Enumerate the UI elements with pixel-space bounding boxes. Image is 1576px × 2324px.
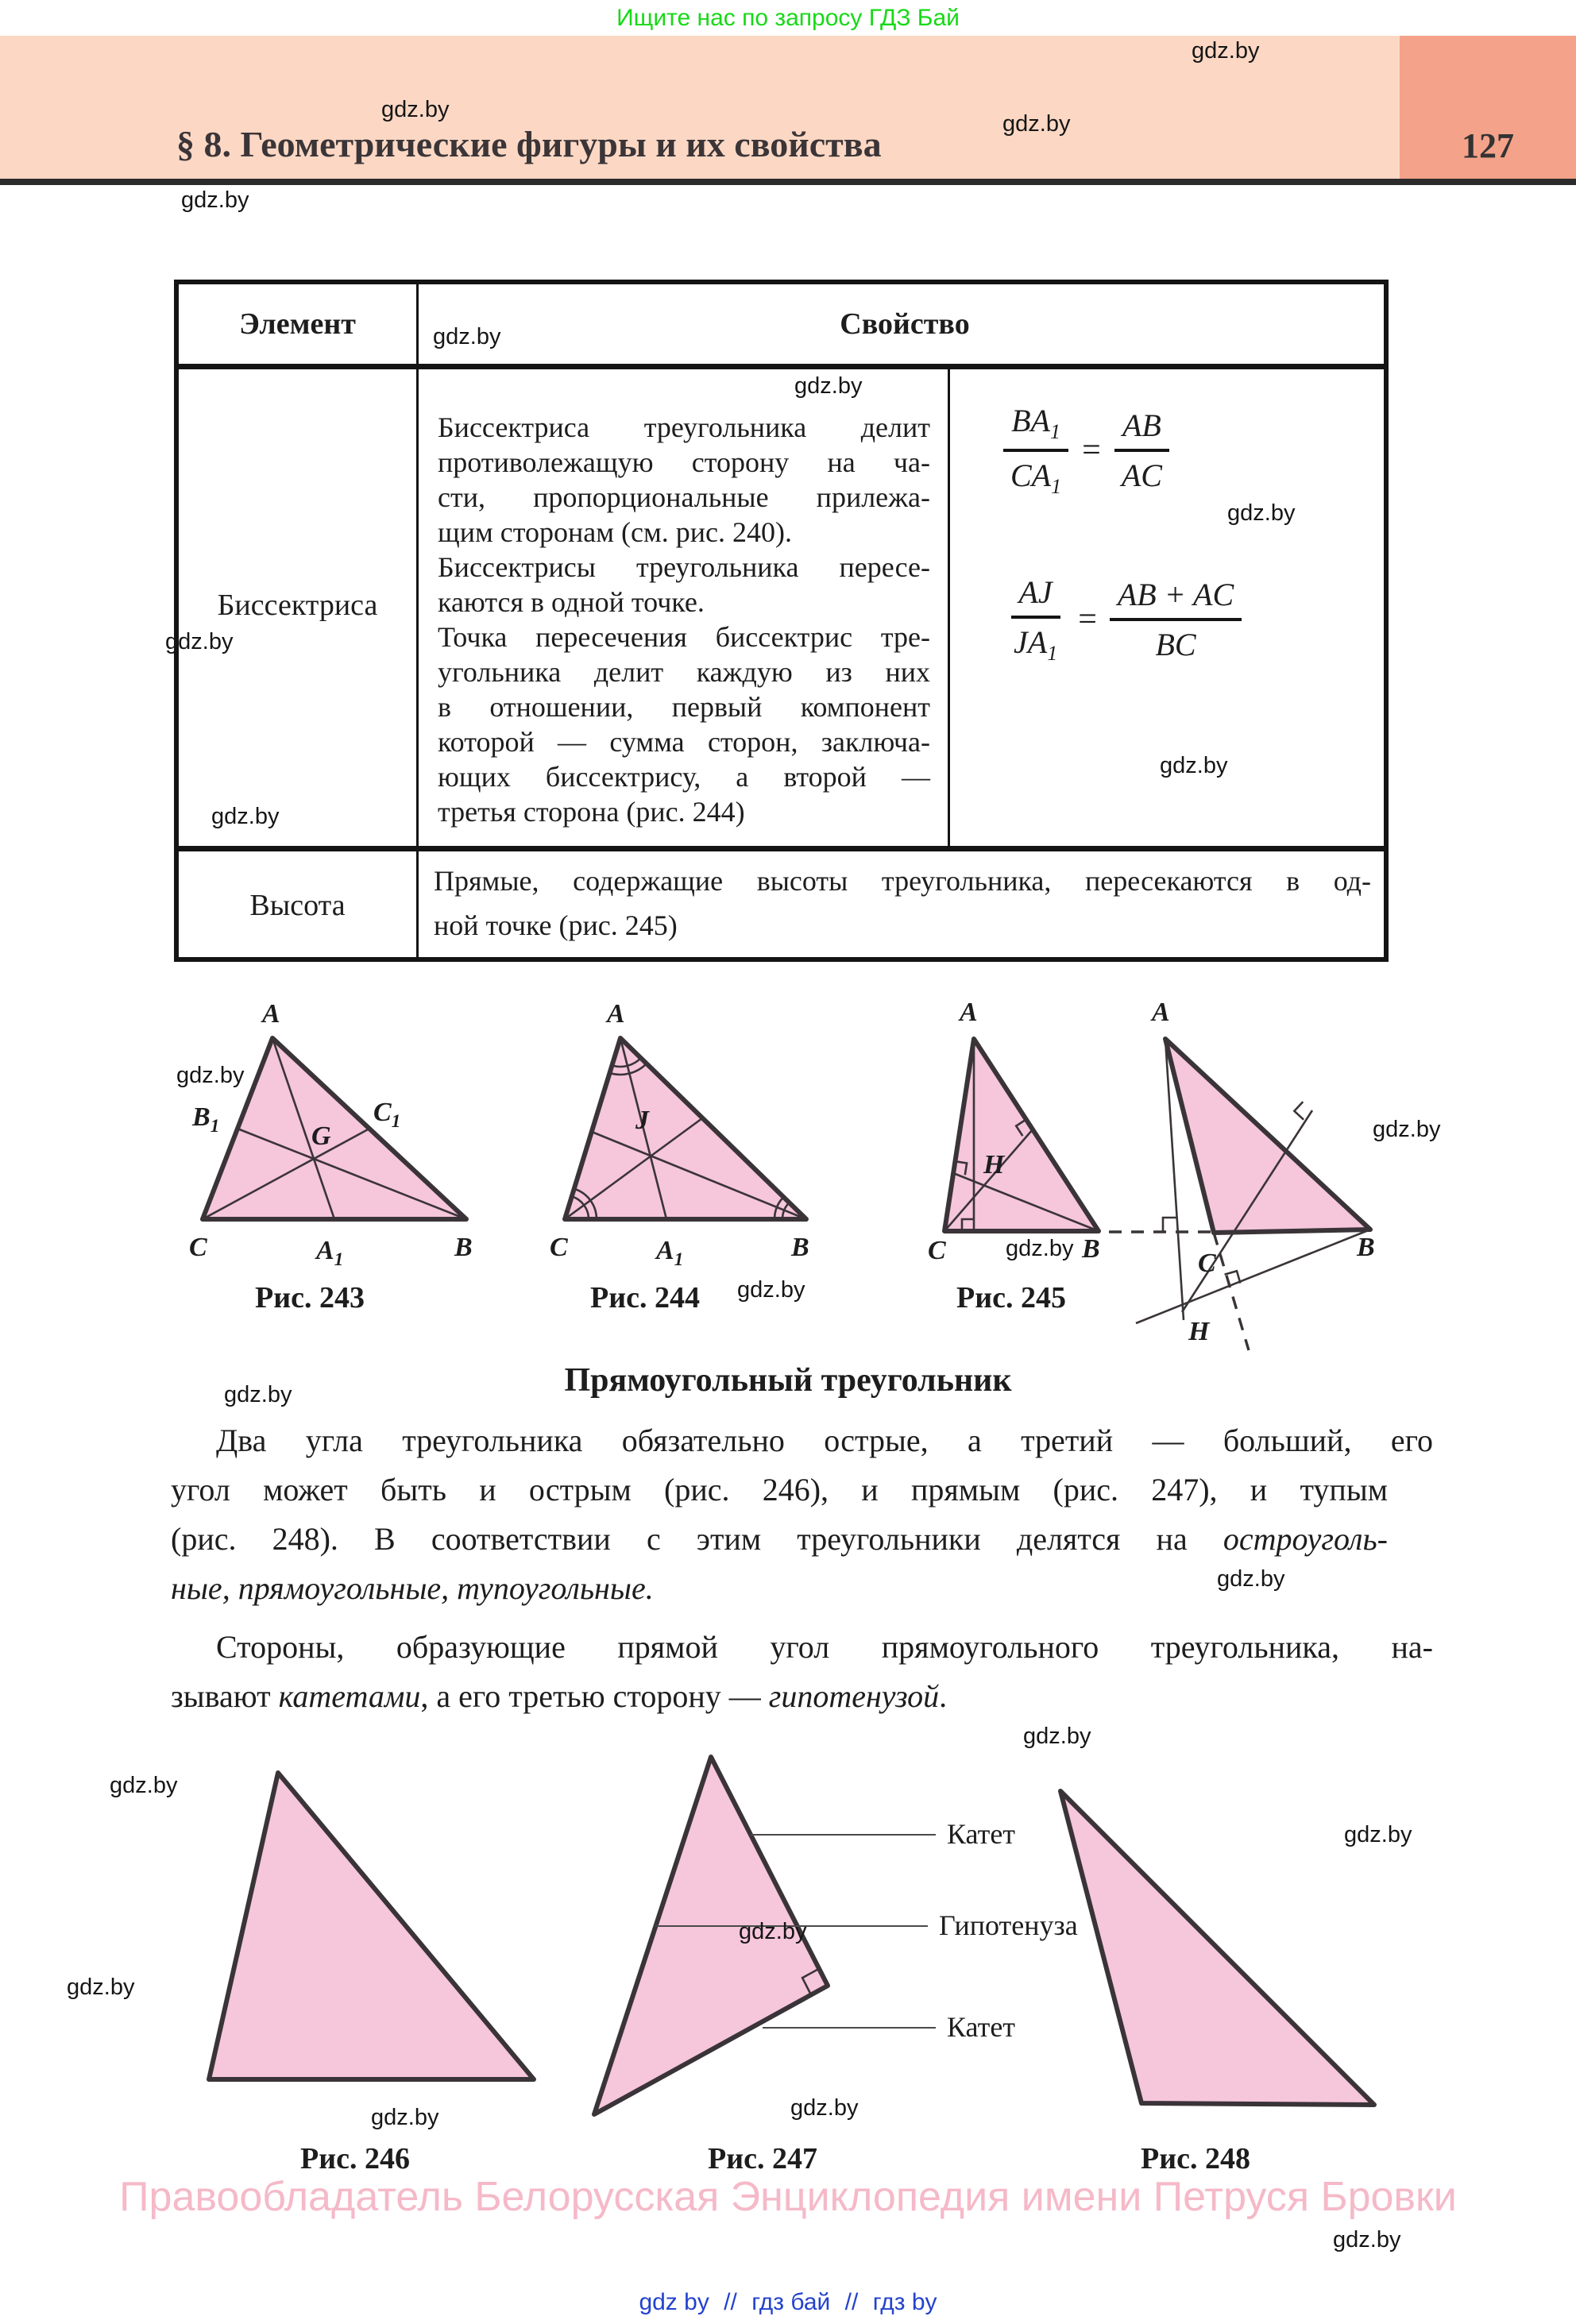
- page-number: 127: [1462, 126, 1514, 165]
- text-line: щим сторонам (см. рис. 240).: [438, 516, 793, 548]
- figure-caption-246: Рис. 246: [300, 2142, 410, 2175]
- watermark: gdz.by: [181, 187, 249, 213]
- footer-link-separator: //: [844, 2289, 859, 2315]
- bisector-formula-1: $\frac{BA_1}{CA_1}$ = $\frac{AB}{AC}$: [1002, 402, 1170, 499]
- column-header-element: Элемент: [239, 307, 356, 341]
- watermark: gdz.by: [794, 373, 863, 399]
- watermark: gdz.by: [1023, 1724, 1091, 1749]
- vertex-label-a: A: [960, 998, 978, 1027]
- row-label-height: Высота: [249, 889, 346, 922]
- fig-246-acute-triangle: [209, 1773, 534, 2079]
- vertex-label-h: H: [983, 1150, 1005, 1179]
- text-line: Биссектриса треугольника делит: [438, 411, 930, 443]
- table-column-divider: [416, 284, 419, 957]
- vertex-label-b: B: [791, 1233, 809, 1262]
- vertex-label-a: A: [1152, 998, 1170, 1027]
- column-header-property: Свойство: [840, 307, 970, 341]
- body-line: зывают катетами, а его третью сторону — гипотенузой.: [171, 1678, 948, 1714]
- bisector-formula-2: $\frac{AJ}{JA_1}$ = $\frac{AB + AC}{BC}$: [1006, 573, 1242, 666]
- vertex-label-b: B: [454, 1233, 473, 1262]
- label-hypotenuse: Гипотенуза: [939, 1909, 1078, 1941]
- vertex-label-a1: $A_1$: [656, 1236, 684, 1269]
- text-line: которой — сумма сторон, заключа-: [438, 726, 930, 758]
- label-leg-bottom: Катет: [947, 2011, 1016, 2043]
- body-line: (рис. 248). В соответствии с этим треугольники делятся на остроуголь-: [171, 1521, 1388, 1557]
- figure-caption-244: Рис. 244: [590, 1281, 700, 1314]
- vertex-label-b1: $B_1$: [192, 1102, 220, 1136]
- body-line: угол может быть и острым (рис. 246), и прямым (рис. 247), и тупым: [171, 1472, 1388, 1508]
- watermark: gdz.by: [790, 2095, 859, 2121]
- watermark: gdz.by: [1002, 111, 1071, 137]
- label-leg-top: Катет: [947, 1818, 1016, 1850]
- watermark: gdz.by: [739, 1919, 807, 1944]
- vertex-label-b: B: [1357, 1233, 1375, 1262]
- watermark: gdz.by: [1227, 500, 1296, 526]
- promo-banner: Ищите нас по запросу ГДЗ Бай: [616, 5, 960, 31]
- watermark: gdz.by: [1006, 1236, 1074, 1261]
- footer-link-gdz-bai[interactable]: гдз бай: [751, 2289, 831, 2315]
- text-line: ющих биссектрису, а второй —: [438, 761, 930, 793]
- section-title: § 8. Геометрические фигуры и их свойства: [176, 124, 882, 164]
- text-line: сти, пропорциональные прилежа-: [438, 481, 930, 513]
- body-line: ные, прямоугольные, тупоугольные.: [171, 1570, 654, 1606]
- watermark: gdz.by: [165, 629, 234, 654]
- figure-caption-243: Рис. 243: [255, 1281, 365, 1314]
- vertex-label-b: B: [1082, 1234, 1100, 1264]
- text-line: Биссектрисы треугольника пересе-: [438, 551, 930, 583]
- watermark: gdz.by: [1373, 1117, 1441, 1142]
- body-line: Два угла треугольника обязательно острые, а третий — больший, его: [216, 1423, 1433, 1458]
- vertex-label-g: G: [311, 1121, 331, 1151]
- fig-245-left-triangle-altitudes: [944, 1039, 1099, 1231]
- text-line: Точка пересечения биссектрис тре-: [438, 621, 930, 653]
- footer-link-separator: //: [724, 2289, 737, 2315]
- watermark: gdz.by: [737, 1277, 805, 1303]
- watermark: gdz.by: [371, 2105, 439, 2130]
- watermark: gdz.by: [176, 1063, 245, 1088]
- watermark: gdz.by: [110, 1773, 178, 1798]
- figure-caption-245: Рис. 245: [956, 1281, 1066, 1314]
- watermark: gdz.by: [1344, 1822, 1412, 1847]
- text-line: каются в одной точке.: [438, 586, 705, 618]
- figure-caption-247: Рис. 247: [708, 2142, 817, 2175]
- vertex-label-c: C: [550, 1233, 568, 1262]
- vertex-label-j: J: [635, 1106, 649, 1135]
- watermark: gdz.by: [1160, 753, 1228, 778]
- footer-links: [0, 2289, 1576, 2316]
- vertex-label-c: C: [928, 1236, 946, 1265]
- vertex-label-c1: $C_1$: [373, 1098, 401, 1131]
- table-header-rule: [179, 364, 1384, 369]
- text-line: угольника делит каждую из них: [438, 656, 930, 688]
- vertex-label-c: C: [189, 1233, 207, 1262]
- copyright-line: Правообладатель Белорусская Энциклопедия имени Петруся Бровки: [119, 2174, 1457, 2220]
- text-line: в отношении, первый компонент: [438, 691, 930, 723]
- vertex-label-a: A: [607, 999, 625, 1029]
- fig-248-obtuse-triangle: [1060, 1791, 1374, 2105]
- body-line: Стороны, образующие прямой угол прямоугольного треугольника, на-: [216, 1629, 1433, 1665]
- vertex-label-a1: $A_1$: [316, 1236, 344, 1269]
- watermark: gdz.by: [1333, 2227, 1401, 2253]
- vertex-label-h: H: [1188, 1317, 1210, 1346]
- watermark: gdz.by: [433, 324, 501, 349]
- row-label-bisector: Биссектриса: [217, 589, 378, 622]
- table-inner-divider: [948, 369, 950, 846]
- footer-link-gdz-by-2[interactable]: гдз by: [872, 2289, 937, 2315]
- fig-245-right-triangle-orthocenter-outside: [1109, 1039, 1370, 1350]
- text-line: Прямые, содержащие высоты треугольника, пересекаются в од-: [434, 865, 1371, 897]
- table-row-divider: [179, 846, 1384, 851]
- watermark: gdz.by: [1217, 1566, 1285, 1592]
- vertex-label-a: A: [262, 999, 280, 1029]
- watermark: gdz.by: [224, 1382, 292, 1407]
- watermark: gdz.by: [1192, 38, 1260, 64]
- text-line: противолежащую сторону на ча-: [438, 446, 930, 478]
- text-line: ной точке (рис. 245): [434, 909, 678, 941]
- footer-link-gdz-by[interactable]: gdz by: [639, 2289, 709, 2315]
- properties-table: [174, 280, 1389, 962]
- watermark: gdz.by: [211, 804, 280, 829]
- figure-caption-248: Рис. 248: [1141, 2142, 1250, 2175]
- watermark: gdz.by: [381, 97, 450, 122]
- vertex-label-c: C: [1198, 1249, 1216, 1278]
- subsection-heading: Прямоугольный треугольник: [564, 1362, 1012, 1399]
- text-line: третья сторона (рис. 244): [438, 796, 745, 828]
- watermark: gdz.by: [67, 1975, 135, 2000]
- fig-244-triangle-bisectors: [565, 1038, 806, 1219]
